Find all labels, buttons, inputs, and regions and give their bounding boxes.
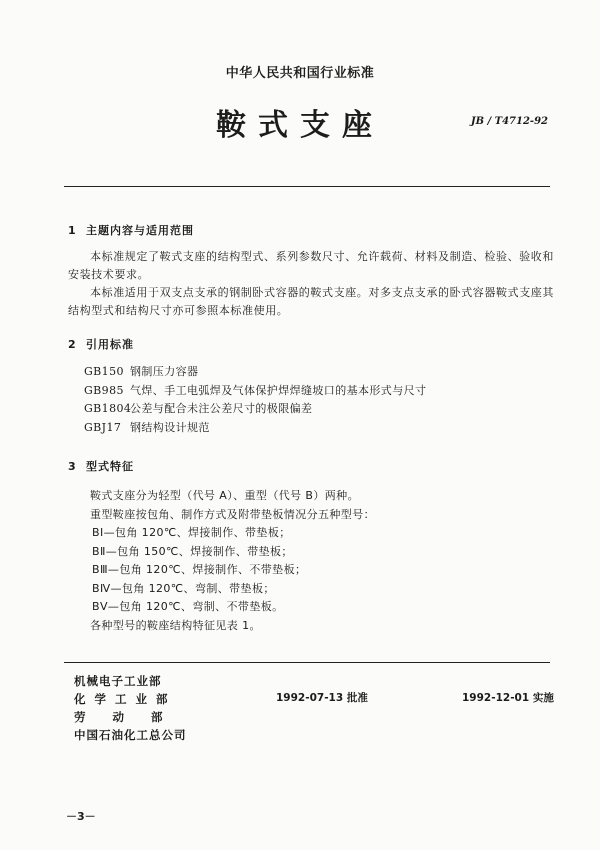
- type-line: BⅣ—包角 120℃、弯制、带垫板；: [92, 581, 275, 595]
- type-line: BⅡ—包角 150℃、焊接制作、带垫板；: [92, 544, 293, 558]
- reference-title: 气焊、手工电弧焊及气体保护焊焊缝坡口的基本形式与尺寸: [130, 383, 427, 397]
- section-3-number: 3: [68, 460, 77, 473]
- issuer: 机械电子工业部: [74, 674, 162, 688]
- reference-code: GB1804: [84, 402, 132, 415]
- reference-title: 钢结构设计规范: [130, 420, 210, 434]
- issuer: 化学工业部: [74, 692, 177, 706]
- approval-date: 1992-07-13 批准: [276, 692, 368, 704]
- reference-item: [84, 419, 426, 438]
- reference-code: GB150: [84, 365, 124, 378]
- type-line: 重型鞍座按包角、制作方式及附带垫板情况分五种型号：: [90, 507, 375, 521]
- reference-code: GB985: [84, 383, 124, 397]
- reference-list: [84, 363, 426, 437]
- issuer: 劳动部: [74, 710, 190, 724]
- reference-item: [84, 400, 426, 419]
- section-2-heading: [68, 336, 134, 352]
- section-2-title: 引用标准: [86, 338, 134, 351]
- document-title: 鞍式支座: [216, 108, 384, 143]
- section-3-title: 型式特征: [86, 460, 134, 473]
- section-1-title: 主题内容与适用范围: [86, 224, 194, 237]
- type-line: BⅢ—包角 120℃、焊接制作、不带垫板；: [92, 563, 307, 576]
- issuing-authorities: [74, 672, 190, 744]
- section-2-number: 2: [68, 338, 77, 351]
- issuer: 中国石油化工总公司: [74, 728, 187, 742]
- section-1-paragraph-2: 本标准适用于双支点支承的钢制卧式容器的鞍式支座。对多支点支承的卧式容器鞍式支座其结构型式和结构尺寸亦可参照本标准使用。: [68, 286, 554, 317]
- section-1-number: 1: [68, 224, 77, 237]
- standard-code: JB / T4712-92: [470, 116, 548, 127]
- reference-item: [84, 382, 426, 401]
- effective-date: 1992-12-01 实施: [462, 692, 554, 704]
- type-line: BⅤ—包角 120℃、弯制、不带垫板。: [92, 600, 284, 613]
- footer-divider: [64, 662, 550, 663]
- header-divider: [64, 186, 550, 187]
- section-1-paragraph-1: 本标准规定了鞍式支座的结构型式、系列参数尺寸、允许载荷、材料及制造、检验、验收和安装技术要求。: [68, 250, 554, 281]
- type-list: [90, 487, 375, 635]
- national-standard-line: 中华人民共和国行业标准: [225, 66, 375, 81]
- reference-code: GBJ17: [84, 420, 122, 434]
- section-3-heading: [68, 458, 134, 474]
- type-line: BⅠ—包角 120℃、焊接制作、带垫板；: [92, 526, 291, 539]
- reference-title: 公差与配合未注公差尺寸的极限偏差: [130, 402, 313, 415]
- type-line: 各种型号的鞍座结构特征见表 1。: [90, 618, 261, 632]
- reference-item: [84, 363, 426, 382]
- page-number: －3－: [66, 810, 96, 823]
- section-1-heading: [68, 222, 194, 238]
- type-line: 鞍式支座分为轻型（代号 A）、重型（代号 B）两种。: [90, 489, 359, 502]
- reference-title: 钢制压力容器: [130, 365, 199, 378]
